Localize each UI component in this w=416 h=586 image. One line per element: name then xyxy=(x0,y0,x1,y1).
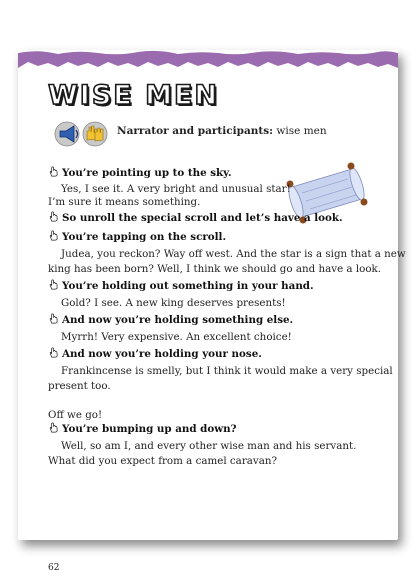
action-cue xyxy=(48,313,293,327)
purple-header-band xyxy=(18,50,398,68)
activity-icons xyxy=(54,120,110,148)
speech-line: king has been born? Well, I think we should go and have a look. xyxy=(48,263,382,275)
speech-line: present too. xyxy=(48,380,111,392)
speech-line: I’m sure it means something. xyxy=(48,196,201,208)
action-cue-text: You’re tapping on the scroll. xyxy=(62,231,227,243)
megaphone-icon xyxy=(55,122,79,146)
speech-line: Judea, you reckon? Way off west. And the star is a sign that a new xyxy=(61,248,406,260)
hand-pointer-icon xyxy=(48,279,59,290)
action-cue-text: You’re pointing up to the sky. xyxy=(62,167,232,179)
narration-line: Off we go! xyxy=(48,409,103,421)
action-cue xyxy=(48,166,232,180)
action-cue-text: So unroll the special scroll and let’s have a look. xyxy=(62,212,343,224)
hand-pointer-icon xyxy=(48,230,59,241)
hands-icon xyxy=(83,122,107,146)
speech-line: What did you expect from a camel caravan? xyxy=(48,455,277,467)
action-cue-text: And now you’re holding something else. xyxy=(62,314,294,326)
hand-pointer-icon xyxy=(48,166,59,177)
action-cue xyxy=(48,422,237,436)
action-cue-text: And now you’re holding your nose. xyxy=(62,348,262,360)
hand-pointer-icon xyxy=(48,347,59,358)
hand-pointer-icon xyxy=(48,313,59,324)
speech-line: Yes, I see it. A very bright and unusual star! xyxy=(61,183,291,195)
action-cue xyxy=(48,279,314,293)
participants-label: Narrator and participants: xyxy=(117,125,274,137)
participants-line xyxy=(117,125,327,137)
action-cue xyxy=(48,230,226,244)
speech-line: Well, so am I, and every other wise man and his servant. xyxy=(61,440,357,452)
page-title: WISE MEN xyxy=(48,80,220,111)
action-cue xyxy=(48,347,262,361)
hand-pointer-icon xyxy=(48,211,59,222)
hand-pointer-icon xyxy=(48,422,59,433)
action-cue-text: You’re holding out something in your hand. xyxy=(62,280,314,292)
speech-line: Frankincense is smelly, but I think it would make a very special xyxy=(61,365,393,377)
action-cue xyxy=(48,211,343,225)
page-number: 62 xyxy=(48,563,60,573)
action-cue-text: You’re bumping up and down? xyxy=(62,423,237,435)
book-page xyxy=(18,50,406,573)
participants-value: wise men xyxy=(276,125,327,137)
speech-line: Gold? I see. A new king deserves presents! xyxy=(61,297,286,309)
speech-line: Myrrh! Very expensive. An excellent choice! xyxy=(61,331,292,343)
